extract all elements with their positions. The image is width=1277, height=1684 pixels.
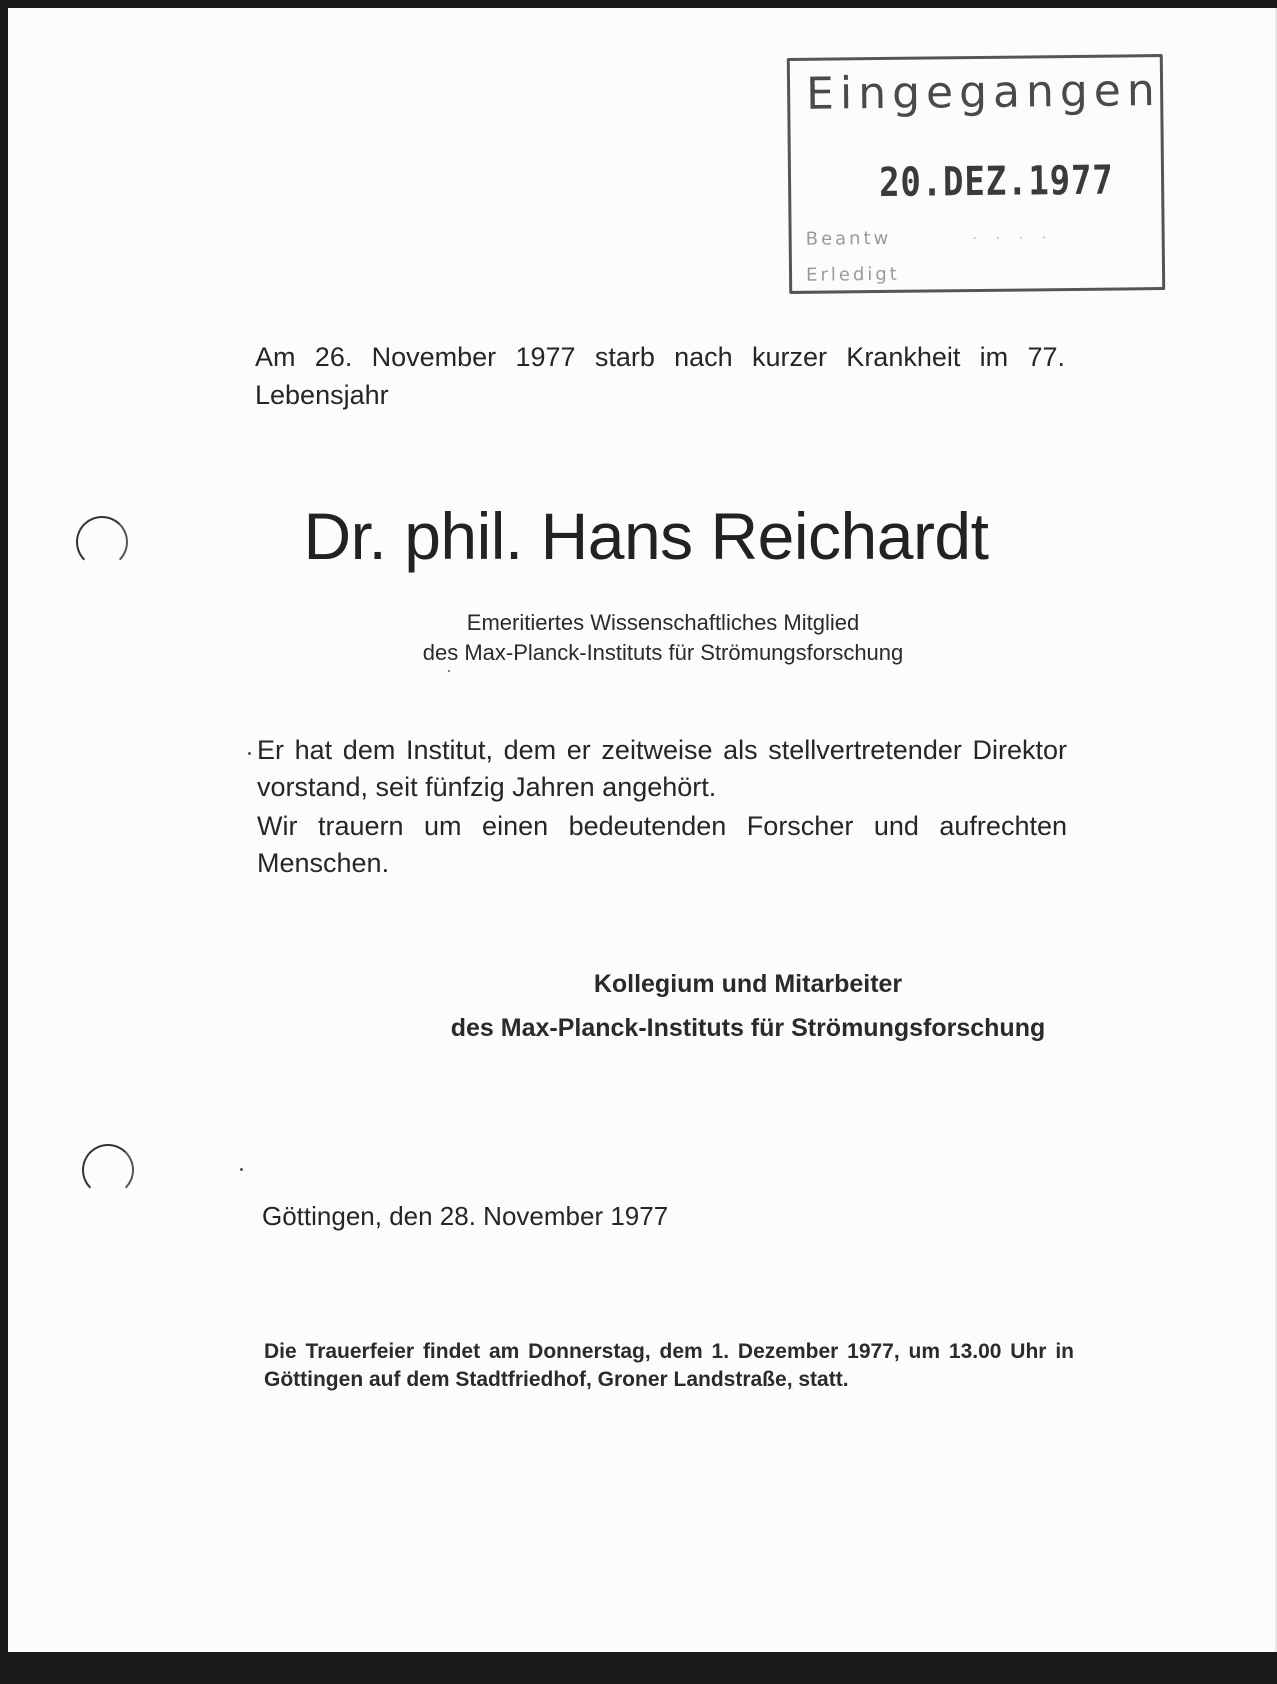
body-paragraph-2: Wir trauern um einen bedeutenden Forscher und aufrechten Menschen. (257, 811, 1067, 878)
stamp-date: 20.DEZ.1977 (878, 157, 1114, 207)
role-line-2: des Max-Planck-Instituts für Strömungsforschung (422, 640, 904, 665)
scan-border (0, 1652, 1277, 1684)
body-paragraph-1: Er hat dem Institut, dem er zeitweise als stellvertretender Direktor vorstand, seit fünfzig Jahren angehört. (257, 735, 1067, 802)
signature-block (408, 962, 1088, 1050)
received-stamp (787, 54, 1165, 294)
signature-line-2: des Max-Planck-Instituts für Strömungsforschung (450, 1014, 1046, 1042)
stamp-done-label: Erledigt (805, 263, 900, 286)
paper-speck (248, 752, 251, 755)
paper-speck (448, 670, 450, 672)
punch-hole-icon (76, 516, 128, 568)
role-line-1: Emeritiertes Wissenschaftliches Mitglied (466, 610, 860, 635)
death-announcement: Am 26. November 1977 starb nach kurzer Krankheit im 77. Lebensjahr (255, 342, 1065, 410)
deceased-name: Dr. phil. Hans Reichardt (303, 499, 989, 573)
signature-line-1: Kollegium und Mitarbeiter (593, 970, 903, 998)
funeral-notice: Die Trauerfeier findet am Donnerstag, dem 1. Dezember 1977, um 13.00 Uhr in Göttingen auf dem Stadtfriedhof, Groner Landstraße, statt. (264, 1340, 1074, 1391)
stamp-dots: · · · · (971, 226, 1053, 248)
paper-speck (240, 1168, 243, 1171)
stamp-answered-label: Beantw (805, 227, 892, 250)
punch-hole-icon (82, 1144, 134, 1196)
deceased-role (338, 608, 988, 668)
stamp-title: Eingegangen (805, 65, 1161, 120)
place-and-date: Göttingen, den 28. November 1977 (262, 1201, 669, 1231)
document-page (8, 8, 1277, 1652)
